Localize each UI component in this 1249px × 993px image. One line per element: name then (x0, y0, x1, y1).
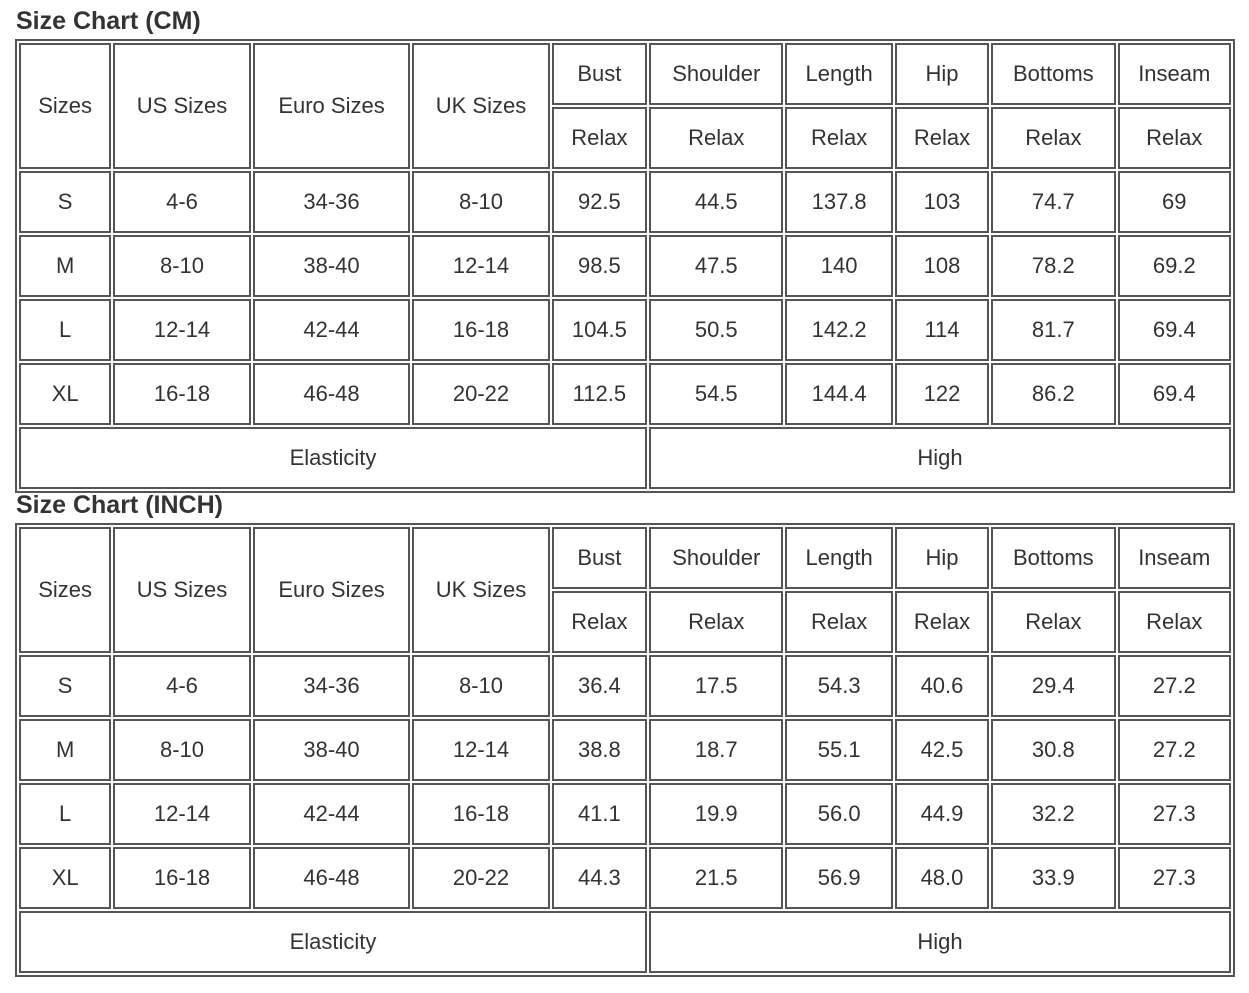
bottoms-cell: 86.2 (991, 363, 1115, 425)
uk-size-cell: 8-10 (412, 171, 549, 233)
us-size-cell: 4-6 (113, 171, 250, 233)
table-row (19, 783, 1231, 845)
us-size-cell: 8-10 (113, 235, 250, 297)
table-row (19, 235, 1231, 297)
uk-size-cell: 16-18 (412, 783, 549, 845)
header-inseam: Inseam (1118, 527, 1231, 589)
header-sizes: Sizes (19, 527, 111, 653)
euro-size-cell: 34-36 (253, 171, 411, 233)
size-cell: M (19, 235, 111, 297)
uk-size-cell: 16-18 (412, 299, 549, 361)
header-row (19, 43, 1231, 105)
inseam-cell: 27.3 (1118, 783, 1231, 845)
uk-size-cell: 12-14 (412, 719, 549, 781)
fit-cell: Relax (552, 107, 647, 169)
bust-cell: 98.5 (552, 235, 647, 297)
fit-cell: Relax (649, 107, 783, 169)
size-cell: L (19, 299, 111, 361)
bust-cell: 38.8 (552, 719, 647, 781)
length-cell: 56.0 (785, 783, 892, 845)
size-chart-cm-title: Size Chart (CM) (16, 7, 201, 35)
header-bottoms: Bottoms (991, 43, 1115, 105)
shoulder-cell: 17.5 (649, 655, 783, 717)
header-euro-sizes: Euro Sizes (253, 527, 411, 653)
header-shoulder: Shoulder (649, 527, 783, 589)
inseam-cell: 69.4 (1118, 363, 1231, 425)
size-cell: S (19, 655, 111, 717)
fit-cell: Relax (895, 591, 989, 653)
us-size-cell: 12-14 (113, 299, 250, 361)
hip-cell: 122 (895, 363, 989, 425)
length-cell: 56.9 (785, 847, 892, 909)
inseam-cell: 69.2 (1118, 235, 1231, 297)
inseam-cell: 27.2 (1118, 655, 1231, 717)
hip-cell: 48.0 (895, 847, 989, 909)
table-row (19, 363, 1231, 425)
euro-size-cell: 34-36 (253, 655, 411, 717)
header-us-sizes: US Sizes (113, 527, 250, 653)
shoulder-cell: 47.5 (649, 235, 783, 297)
size-cell: S (19, 171, 111, 233)
fit-cell: Relax (785, 107, 892, 169)
shoulder-cell: 19.9 (649, 783, 783, 845)
fit-cell: Relax (991, 591, 1115, 653)
header-bust: Bust (552, 527, 647, 589)
header-length: Length (785, 43, 892, 105)
header-euro-sizes: Euro Sizes (253, 43, 411, 169)
uk-size-cell: 20-22 (412, 847, 549, 909)
bottoms-cell: 78.2 (991, 235, 1115, 297)
euro-size-cell: 38-40 (253, 235, 411, 297)
shoulder-cell: 44.5 (649, 171, 783, 233)
bust-cell: 92.5 (552, 171, 647, 233)
us-size-cell: 16-18 (113, 363, 250, 425)
size-cell: M (19, 719, 111, 781)
us-size-cell: 4-6 (113, 655, 250, 717)
shoulder-cell: 18.7 (649, 719, 783, 781)
length-cell: 54.3 (785, 655, 892, 717)
fit-cell: Relax (1118, 591, 1231, 653)
header-bottoms: Bottoms (991, 527, 1115, 589)
euro-size-cell: 42-44 (253, 783, 411, 845)
table-row (19, 299, 1231, 361)
bottoms-cell: 29.4 (991, 655, 1115, 717)
bottoms-cell: 74.7 (991, 171, 1115, 233)
hip-cell: 44.9 (895, 783, 989, 845)
bust-cell: 41.1 (552, 783, 647, 845)
header-shoulder: Shoulder (649, 43, 783, 105)
euro-size-cell: 46-48 (253, 847, 411, 909)
shoulder-cell: 50.5 (649, 299, 783, 361)
fit-cell: Relax (895, 107, 989, 169)
header-uk-sizes: UK Sizes (412, 527, 549, 653)
elasticity-label: Elasticity (19, 911, 647, 973)
elasticity-row (19, 911, 1231, 973)
header-length: Length (785, 527, 892, 589)
table-row (19, 171, 1231, 233)
us-size-cell: 12-14 (113, 783, 250, 845)
table-row (19, 719, 1231, 781)
size-cell: XL (19, 363, 111, 425)
bust-cell: 36.4 (552, 655, 647, 717)
size-chart-cm-table (15, 39, 1235, 493)
shoulder-cell: 54.5 (649, 363, 783, 425)
fit-cell: Relax (1118, 107, 1231, 169)
bust-cell: 44.3 (552, 847, 647, 909)
hip-cell: 42.5 (895, 719, 989, 781)
inseam-cell: 27.3 (1118, 847, 1231, 909)
bottoms-cell: 33.9 (991, 847, 1115, 909)
bust-cell: 112.5 (552, 363, 647, 425)
bottoms-cell: 30.8 (991, 719, 1115, 781)
size-chart-inch-section (15, 489, 1235, 977)
euro-size-cell: 42-44 (253, 299, 411, 361)
header-inseam: Inseam (1118, 43, 1231, 105)
us-size-cell: 8-10 (113, 719, 250, 781)
header-us-sizes: US Sizes (113, 43, 250, 169)
length-cell: 144.4 (785, 363, 892, 425)
hip-cell: 103 (895, 171, 989, 233)
hip-cell: 114 (895, 299, 989, 361)
fit-cell: Relax (649, 591, 783, 653)
header-uk-sizes: UK Sizes (412, 43, 549, 169)
uk-size-cell: 12-14 (412, 235, 549, 297)
length-cell: 140 (785, 235, 892, 297)
elasticity-label: Elasticity (19, 427, 647, 489)
bust-cell: 104.5 (552, 299, 647, 361)
elasticity-row (19, 427, 1231, 489)
header-row (19, 527, 1231, 589)
length-cell: 55.1 (785, 719, 892, 781)
inseam-cell: 69.4 (1118, 299, 1231, 361)
us-size-cell: 16-18 (113, 847, 250, 909)
table-row (19, 847, 1231, 909)
size-cell: XL (19, 847, 111, 909)
size-chart-inch-table (15, 523, 1235, 977)
hip-cell: 108 (895, 235, 989, 297)
size-chart-inch-title: Size Chart (INCH) (16, 491, 223, 519)
size-chart-cm-section (15, 5, 1235, 493)
hip-cell: 40.6 (895, 655, 989, 717)
elasticity-value: High (649, 911, 1231, 973)
header-bust: Bust (552, 43, 647, 105)
bottoms-cell: 81.7 (991, 299, 1115, 361)
fit-cell: Relax (785, 591, 892, 653)
uk-size-cell: 20-22 (412, 363, 549, 425)
inseam-cell: 27.2 (1118, 719, 1231, 781)
inseam-cell: 69 (1118, 171, 1231, 233)
header-sizes: Sizes (19, 43, 111, 169)
bottoms-cell: 32.2 (991, 783, 1115, 845)
size-cell: L (19, 783, 111, 845)
uk-size-cell: 8-10 (412, 655, 549, 717)
header-hip: Hip (895, 527, 989, 589)
length-cell: 137.8 (785, 171, 892, 233)
elasticity-value: High (649, 427, 1231, 489)
table-row (19, 655, 1231, 717)
fit-cell: Relax (552, 591, 647, 653)
euro-size-cell: 46-48 (253, 363, 411, 425)
length-cell: 142.2 (785, 299, 892, 361)
euro-size-cell: 38-40 (253, 719, 411, 781)
header-hip: Hip (895, 43, 989, 105)
fit-cell: Relax (991, 107, 1115, 169)
shoulder-cell: 21.5 (649, 847, 783, 909)
